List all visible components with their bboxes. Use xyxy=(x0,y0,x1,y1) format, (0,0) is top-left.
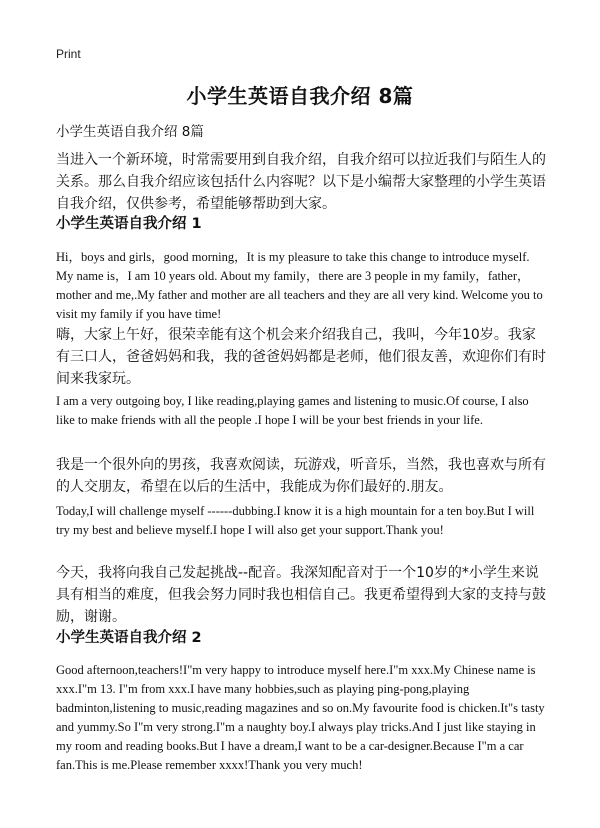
section-1-paragraph-2-en: I am a very outgoing boy, I like reading,playing games and listening to music.Of course, I also like to make friends with all the people .I hope I will be your best friends in your life. xyxy=(56,394,529,427)
intro-paragraph: 当进入一个新环境，时常需要用到自我介绍，自我介绍可以拉近我们与陌生人的关系。那么自我介绍应该包括什么内容呢？以下是小编帮大家整理的小学生英语自我介绍，仅供参考，希望能够帮助到大家。 xyxy=(56,152,546,212)
section-2-paragraph-1-en: Good afternoon,teachers!I"m very happy to introduce myself here.I"m xxx.My Chinese name is xxx.I"m 13. I"m from xxx.I have many hobbies,such as playing ping-pong,playing badminton,listening to music,reading magazines and so on.My favourite food is chicken.It"s tasty and yummy.So I"m very strong.I"m a naughty boy.I always play tricks.And I just like staying in my room and reading books.But I have a dream,I want to be a car-designer.Because I"m a car fan.This is me.Please remember xxxx!Thank you very much! xyxy=(56,663,545,772)
document-subtitle: 小学生英语自我介绍 8篇 xyxy=(56,124,204,140)
section-1-paragraph-2-cn: 我是一个很外向的男孩，我喜欢阅读，玩游戏，听音乐，当然，我也喜欢与所有的人交朋友，希望在以后的生活中，我能成为你们最好的.朋友。 xyxy=(56,457,546,495)
section-1-paragraph-1-cn: 嗨，大家上午好，很荣幸能有这个机会来介绍我自己，我叫，今年10岁。我家有三口人，爸爸妈妈和我，我的爸爸妈妈都是老师，他们很友善，欢迎你们有时间来我家玩。 xyxy=(56,327,546,387)
section-1-paragraph-3-en: Today,I will challenge myself ------dubbing.I know it is a high mountain for a ten boy.But I will try my best and believe myself.I hope I will also get your support.Thank you! xyxy=(56,504,535,537)
section-1-paragraph-3-cn: 今天，我将向我自己发起挑战--配音。我深知配音对于一个10岁的*小学生来说具有相当的难度，但我会努力同时我也相信自己。我更希望得到大家的支持与鼓励，谢谢。 xyxy=(56,565,546,625)
print-label[interactable]: Print xyxy=(56,47,81,61)
page-title: 小学生英语自我介绍 8篇 xyxy=(186,84,414,108)
section-heading-1: 小学生英语自我介绍 1 xyxy=(56,216,202,232)
section-heading-2: 小学生英语自我介绍 2 xyxy=(56,630,202,646)
section-1-paragraph-1-en: Hi，boys and girls，good morning，It is my pleasure to take this change to introduce myself. My name is，I am 10 years old. About my family，there are 3 people in my family，father，mother and me,.My father and mother are all teachers and they are all very kind. Welcome you to visit my family if you have time! xyxy=(56,250,543,321)
